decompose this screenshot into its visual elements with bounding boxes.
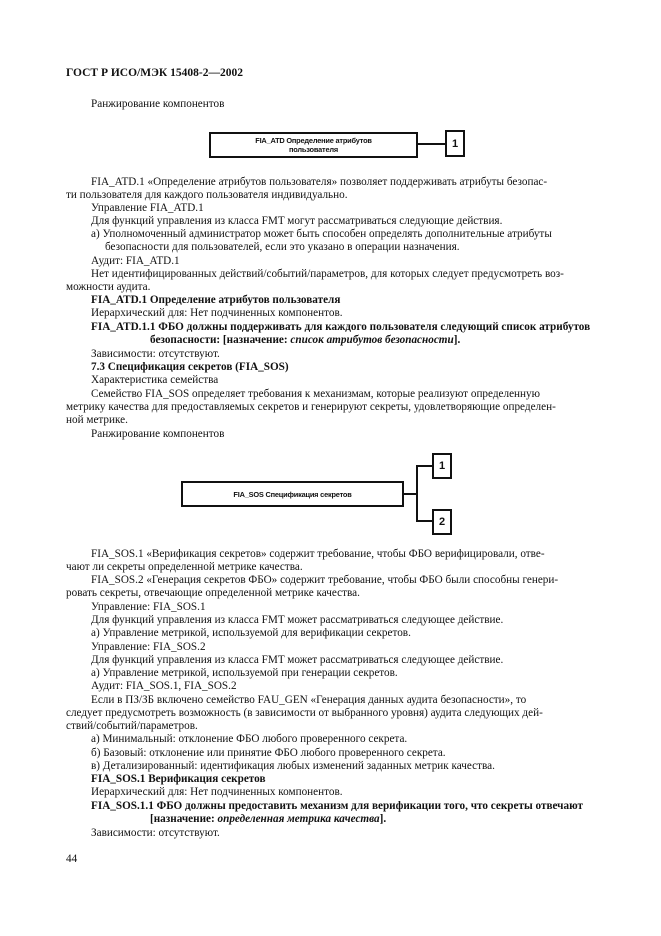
text-line: Управление: FIA_SOS.1 bbox=[91, 601, 206, 613]
text-line: ти пользователя для каждого пользователя индивидуально. bbox=[66, 189, 348, 201]
component-title-sos1: FIA_SOS.1 Верификация секретов bbox=[91, 773, 266, 785]
section-title-sos: 7.3 Спецификация секретов (FIA_SOS) bbox=[91, 361, 289, 373]
connector-line bbox=[418, 143, 445, 145]
hierarchy-line: Иерархический для: Нет подчиненных компонентов. bbox=[91, 307, 343, 319]
dependencies-line: Зависимости: отсутствуют. bbox=[91, 348, 220, 360]
text-line: Для функций управления из класса FMT может рассматриваться следующее действие. bbox=[91, 654, 504, 666]
connector-line bbox=[416, 465, 432, 467]
component-box-fia-atd bbox=[209, 132, 418, 158]
connector-line bbox=[416, 520, 432, 522]
box-label-line2: пользователя bbox=[289, 145, 338, 154]
text-line: Управление FIA_ATD.1 bbox=[91, 202, 204, 214]
hierarchy-line: Иерархический для: Нет подчиненных компонентов. bbox=[91, 786, 343, 798]
level-box-2: 2 bbox=[432, 509, 452, 535]
element-atd1-1-line2: безопасности: [назначение: список атрибутов безопасности]. bbox=[150, 334, 461, 346]
element-atd1-1-line1: FIA_ATD.1.1 ФБО должны поддерживать для каждого пользователя следующий список атрибутов bbox=[91, 321, 591, 333]
text-line: ствий/событий/параметров. bbox=[66, 720, 198, 732]
component-title-atd1: FIA_ATD.1 Определение атрибутов пользователя bbox=[91, 294, 341, 306]
text-line: а) Уполномоченный администратор может быть способен определять дополнительные атрибуты bbox=[91, 228, 552, 240]
text-line: следует предусмотреть возможность (в зависимости от выбранного уровня) аудита следующих дей- bbox=[66, 707, 543, 719]
ranking-heading-atd: Ранжирование компонентов bbox=[91, 98, 225, 110]
component-box-fia-sos: FIA_SOS Спецификация секретов bbox=[181, 481, 404, 507]
page-number: 44 bbox=[66, 853, 78, 865]
text-line: FIA_SOS.2 «Генерация секретов ФБО» содержит требование, чтобы ФБО были способны генери- bbox=[91, 574, 559, 586]
element-sos1-1-line2: [назначение: определенная метрика качества]. bbox=[150, 813, 387, 825]
text-line: Аудит: FIA_SOS.1, FIA_SOS.2 bbox=[91, 680, 237, 692]
connector-line bbox=[416, 465, 418, 522]
level-box-1: 1 bbox=[432, 453, 452, 479]
text-line: чают ли секреты определенной метрике качества. bbox=[66, 561, 303, 573]
element-sos1-1-line1: FIA_SOS.1.1 ФБО должны предоставить механизм для верификации того, что секреты отвечают bbox=[91, 800, 583, 812]
text-line: можности аудита. bbox=[66, 281, 151, 293]
text-line: Аудит: FIA_ATD.1 bbox=[91, 255, 180, 267]
text-line: б) Базовый: отклонение или принятие ФБО любого проверенного секрета. bbox=[91, 747, 446, 759]
text-line: а) Управление метрикой, используемой для верификации секретов. bbox=[91, 627, 411, 639]
ranking-heading-sos: Ранжирование компонентов bbox=[91, 428, 225, 440]
family-characteristic: Характеристика семейства bbox=[91, 374, 219, 386]
text-line: безопасности для пользователей, если это указано в операции назначения. bbox=[105, 241, 460, 253]
text-line: Если в ПЗ/ЗБ включено семейство FAU_GEN «Генерация данных аудита безопасности», то bbox=[91, 694, 527, 706]
text-line: Для функций управления из класса FMT могут рассматриваться следующие действия. bbox=[91, 215, 503, 227]
text-line: FIA_SOS.1 «Верификация секретов» содержит требование, чтобы ФБО верифицировали, отве- bbox=[91, 548, 545, 560]
text-line: а) Минимальный: отклонение ФБО любого проверенного секрета. bbox=[91, 733, 408, 745]
page-header: ГОСТ Р ИСО/МЭК 15408-2—2002 bbox=[66, 67, 243, 79]
box-label-line1: FIA_ATD Определение атрибутов bbox=[255, 136, 372, 145]
text-line: Управление: FIA_SOS.2 bbox=[91, 641, 206, 653]
text-line: ной метрике. bbox=[66, 414, 128, 426]
dependencies-line: Зависимости: отсутствуют. bbox=[91, 827, 220, 839]
text-line: FIA_ATD.1 «Определение атрибутов пользователя» позволяет поддерживать атрибуты безопас- bbox=[91, 176, 548, 188]
text-line: Нет идентифицированных действий/событий/параметров, для которых следует предусмотреть воз- bbox=[91, 268, 564, 280]
text-line: метрику качества для предоставляемых секретов и генерируют секреты, удовлетворяющие определен- bbox=[66, 401, 556, 413]
text-line: в) Детализированный: идентификация любых изменений заданных метрик качества. bbox=[91, 760, 495, 772]
text-line: а) Управление метрикой, используемой при генерации секретов. bbox=[91, 667, 398, 679]
level-box-1: 1 bbox=[445, 130, 465, 157]
text-line: Для функций управления из класса FMT может рассматриваться следующее действие. bbox=[91, 614, 504, 626]
text-line: Семейство FIA_SOS определяет требования к механизмам, которые реализуют определенную bbox=[91, 388, 540, 400]
text-line: ровать секреты, отвечающие определенной метрике качества. bbox=[66, 587, 360, 599]
